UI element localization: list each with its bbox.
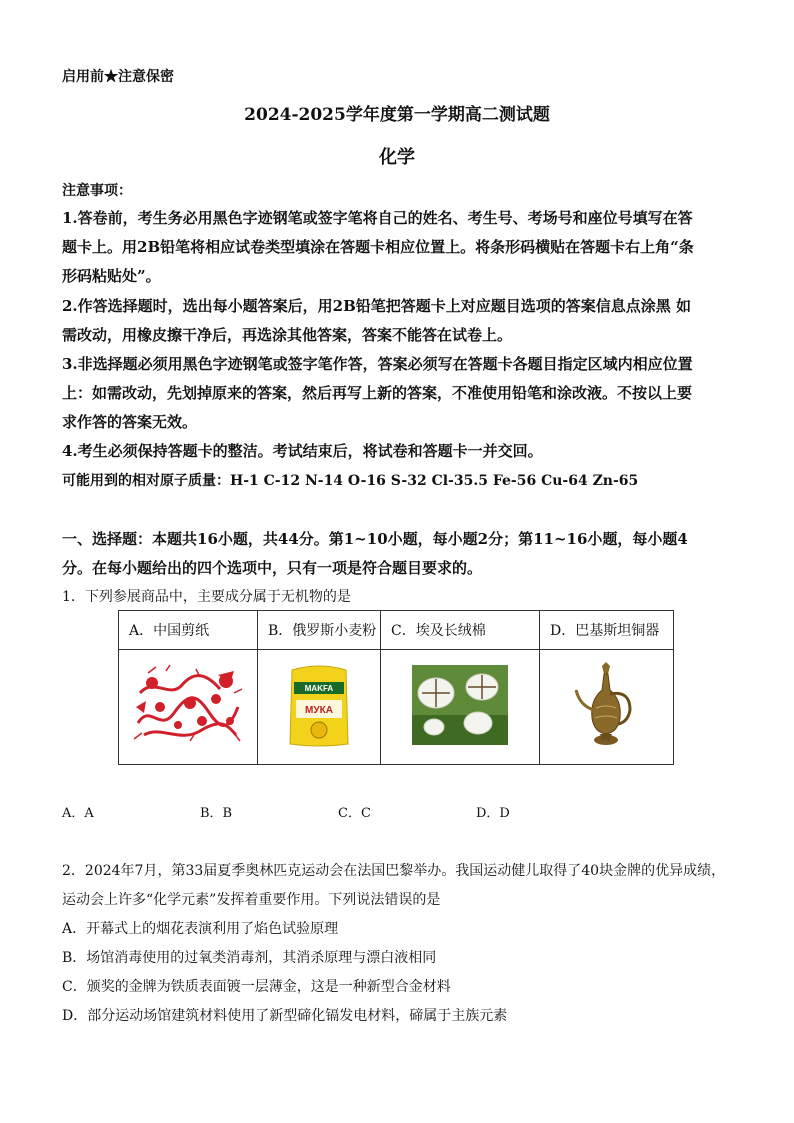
subject-title: 化学 bbox=[379, 147, 415, 168]
notes-heading: 注意事项： bbox=[62, 183, 132, 199]
note-1-line-3: 形码粘贴处”。 bbox=[62, 267, 161, 285]
q2-option-a: A．开幕式上的烟花表演利用了焰色试验原理 bbox=[62, 921, 339, 937]
q1-option-d-label: D．巴基斯坦铜器 bbox=[540, 611, 674, 650]
q1-option-c-image-cell bbox=[381, 650, 540, 765]
q2-option-c: C．颁奖的金牌为铁质表面镀一层薄金，这是一种新型合金材料 bbox=[62, 979, 451, 995]
q1-option-a-image-cell bbox=[119, 650, 258, 765]
note-3-line-3: 求作答的答案无效。 bbox=[62, 413, 198, 431]
note-3-line-1: 3.非选择题必须用黑色字迹钢笔或签字笔作答，答案必须写在答题卡各题目指定区域内相应位置 bbox=[62, 355, 693, 373]
cotton-bolls-image bbox=[412, 665, 508, 745]
q1-option-c-label: C．埃及长绒棉 bbox=[381, 611, 540, 650]
q1-answer-c: C．C bbox=[338, 806, 371, 821]
exam-title: 2024-2025学年度第一学期高二测试题 bbox=[244, 105, 550, 125]
q1-answer-b: B．B bbox=[200, 806, 233, 821]
note-3-line-2: 上：如需改动，先划掉原来的答案，然后再写上新的答案，不准使用铅笔和涂改液。不按以上要 bbox=[62, 384, 693, 402]
note-4: 4.考生必须保持答题卡的整洁。考试结束后，将试卷和答题卡一并交回。 bbox=[62, 442, 543, 460]
note-1-line-1: 1.答卷前，考生务必用黑色字迹钢笔或签字笔将自己的姓名、考生号、考场号和座位号填写在答 bbox=[62, 209, 693, 227]
q1-options-table bbox=[118, 610, 674, 765]
q2-stem-line-2: 运动会上许多“化学元素”发挥着重要作用。下列说法错误的是 bbox=[62, 892, 441, 908]
copper-ewer-image bbox=[572, 660, 642, 750]
atomic-masses: 可能用到的相对原子质量：H-1 C-12 N-14 O-16 S-32 Cl-35.5 Fe-56 Cu-64 Zn-65 bbox=[62, 473, 639, 489]
q1-answer-d: D．D bbox=[476, 806, 510, 821]
q1-option-d-image-cell bbox=[540, 650, 674, 765]
note-2-line-1: 2.作答选择题时，选出每小题答案后，用2B铅笔把答题卡上对应题目选项的答案信息点涂黑 如 bbox=[62, 297, 692, 315]
confidential-label: 启用前★注意保密 bbox=[62, 69, 174, 85]
flour-brand-text: MAKFA bbox=[304, 684, 334, 693]
q1-answer-a: A．A bbox=[62, 806, 94, 821]
note-2-line-2: 需改动，用橡皮擦干净后，再选涂其他答案，答案不能答在试卷上。 bbox=[62, 326, 513, 344]
q1-option-b-image-cell bbox=[258, 650, 381, 765]
q1-option-a-label: A．中国剪纸 bbox=[119, 611, 258, 650]
q2-option-b: B．场馆消毒使用的过氧类消毒剂，其消杀原理与漂白液相同 bbox=[62, 950, 437, 966]
flour-word-text: МУКА bbox=[305, 705, 333, 716]
q1-option-b-label: B．俄罗斯小麦粉 bbox=[258, 611, 381, 650]
q1-stem: 1．下列参展商品中，主要成分属于无机物的是 bbox=[62, 589, 351, 605]
q2-option-d: D．部分运动场馆建筑材料使用了新型碲化镉发电材料，碲属于主族元素 bbox=[62, 1008, 508, 1024]
section-1-line-1: 一、选择题：本题共16小题，共44分。第1~10小题，每小题2分；第11~16小题，每小题4 bbox=[62, 530, 688, 548]
q2-stem-line-1: 2．2024年7月，第33届夏季奥林匹克运动会在法国巴黎举办。我国运动健儿取得了40块金牌的优异成绩， bbox=[62, 863, 726, 879]
note-1-line-2: 题卡上。用2B铅笔将相应试卷类型填涂在答题卡相应位置上。将条形码横贴在答题卡右上角“条 bbox=[62, 238, 694, 256]
paper-cut-dragon-image bbox=[130, 663, 246, 747]
section-1-line-2: 分。在每小题给出的四个选项中，只有一项是符合题目要求的。 bbox=[62, 559, 483, 577]
flour-bag-image bbox=[286, 662, 352, 748]
